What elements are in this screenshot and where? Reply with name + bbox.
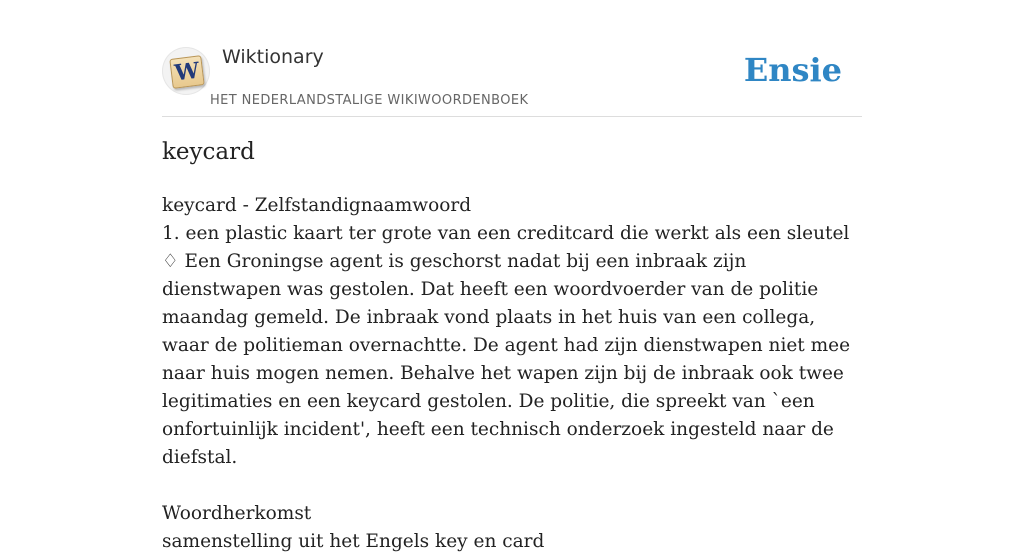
spacer bbox=[162, 472, 867, 500]
ensie-brand-link[interactable]: Ensie bbox=[743, 51, 842, 89]
wiktionary-logo[interactable] bbox=[162, 47, 210, 95]
site-header bbox=[162, 44, 862, 117]
page-title: keycard bbox=[162, 139, 255, 165]
etymology-heading: Woordherkomst bbox=[162, 503, 312, 524]
entry-content bbox=[162, 192, 867, 556]
word-type-line: keycard - Zelfstandignaamwoord bbox=[162, 195, 472, 216]
site-tagline: HET NEDERLANDSTALIGE WIKIWOORDENBOEK bbox=[210, 93, 529, 108]
etymology-text: samenstelling uit het Engels key en card bbox=[162, 531, 545, 552]
example-text: ♢ Een Groningse agent is geschorst nadat bij een inbraak zijn dienstwapen was gestolen. Dat heeft een woordvoerder van de politie maandag gemeld. De inbraak vond plaats in het huis van een collega, waar de politieman overnachtte. De agent had zijn dienstwapen niet mee naar huis mogen nemen. Behalve het wapen zijn bij de inbraak ook twee legitimaties en een keycard gestolen. De politie, die spreekt van `een onfortuinlijk incident', heeft een technisch onderzoek ingesteld naar de diefstal. bbox=[162, 251, 851, 468]
definition: 1. een plastic kaart ter grote van een creditcard die werkt als een sleutel bbox=[162, 223, 850, 244]
site-name[interactable]: Wiktionary bbox=[222, 46, 324, 68]
w-tile-icon: W bbox=[169, 55, 204, 89]
